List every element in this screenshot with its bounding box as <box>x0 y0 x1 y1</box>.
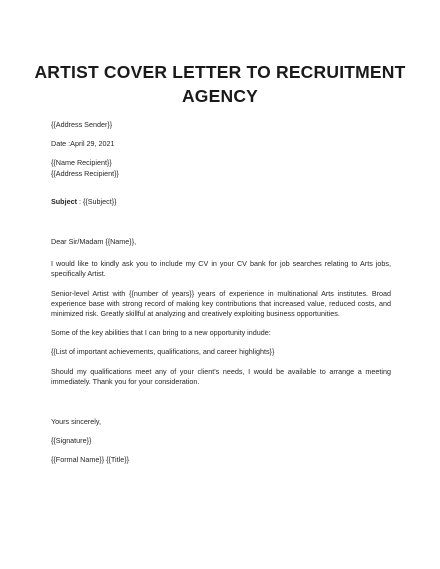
paragraph-intro: I would like to kindly ask you to include my CV in your CV bank for job searches relating to Arts jobs, specifically Artist. <box>51 259 391 279</box>
paragraph-experience: Senior-level Artist with {{number of years}} years of experience in multinational Arts institutes. Broad experience base with strong record of making key contributions that increased value, reduced costs, and minimized risk. Greatly skillful at analyzing and creatively exploiting business opportunities. <box>51 288 391 319</box>
paragraph-achievements: {{List of important achievements, qualifications, and career highlights}} <box>51 347 275 357</box>
subject-line <box>51 197 391 207</box>
address-sender: {{Address Sender}} <box>51 120 113 129</box>
subject-value: : {{Subject}} <box>78 196 117 206</box>
closing-phrase: Yours sincerely, <box>51 417 101 427</box>
salutation: Dear Sir/Madam {{Name}}, <box>51 237 137 247</box>
paragraph-abilities: Some of the key abilities that I can bring to a new opportunity indude: <box>51 328 271 338</box>
letter-body <box>51 120 391 466</box>
signature: {{Signature}} <box>51 436 92 446</box>
name-recipient: {{Name Recipient}} <box>51 158 112 168</box>
document-title: ARTIST COVER LETTER TO RECRUITMENT AGENCY <box>34 62 406 106</box>
letter-date: Date :April 29, 2021 <box>51 139 115 149</box>
address-recipient: {{Address Recipient}} <box>51 168 119 178</box>
formal-name: {{Formal Name}} {{Title}} <box>51 455 130 465</box>
subject-label: Subject <box>51 196 77 206</box>
paragraph-closing: Should my qualifications meet any of your client's needs, I would be available to arrange a meeting immediately. Thank you for your consideration. <box>51 366 391 386</box>
